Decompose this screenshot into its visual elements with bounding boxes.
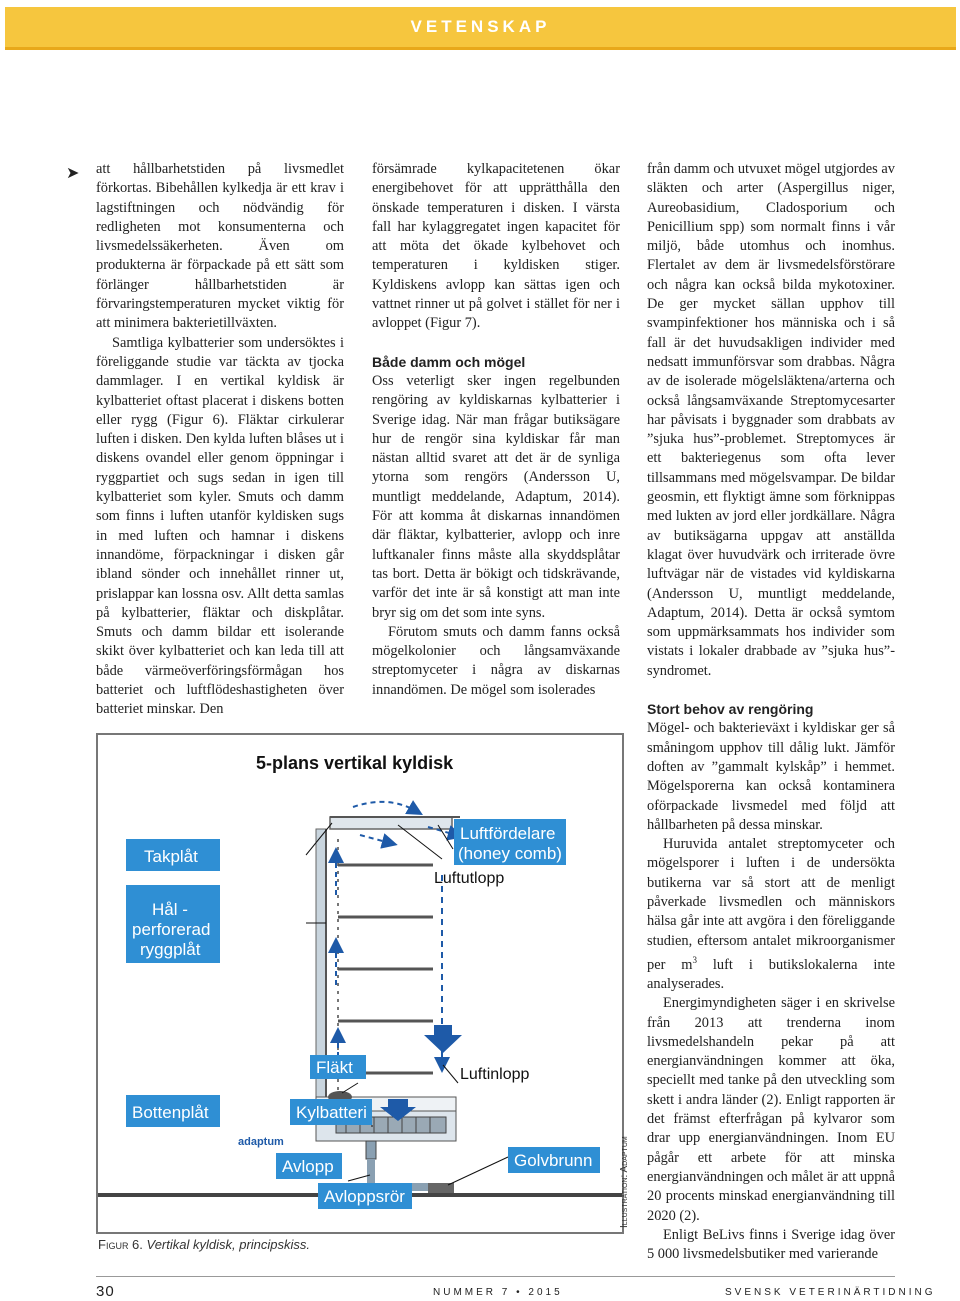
paragraph: försämrade kylkapacitetenen ökar energibehovet för att upprätthålla den önskade temperaturen i disken. I värsta fall har kylaggregatet ingen kapacitet för att möta det ökade kylbehovet och temperaturen i kyldisken stiger. Kyldiskens avlopp kan sättas igen och vattnet rinner ut på golvet i stället för ner i avloppet (Figur 7).	[372, 161, 620, 332]
paragraph: Mögel- och bakterieväxt i kyldiskar ger så småningom upphov till dålig lukt. Jämför doften av ”gammalt kylskåp” i hemmet. Mögelsporerna kan också kontaminera oförpackade livsmedel med följd att hållbarheten på dessa minskar.	[647, 720, 895, 833]
text-column-2	[372, 160, 620, 700]
figure-caption	[98, 1237, 310, 1252]
paragraph: Samtliga kylbatterier som undersöktes i föreliggande studie var täckta av tjocka dammlager. I en vertikal kyldisk är kylbatteriet oftast placerat i diskens botten eller rygg (Figur 6). Fläktar cirkulerar luften i disken. Den kylda luften blåses ut i diskens ovandel eller genom öppningar i ryggpartiet och sugs sedan in igen till kylbatteriet som kyler. Smuts och damm som finns i luften utanför kyldisken sugs in med luften och hamnar i diskens innandöme, förpackningar i disken går ibland sönder och innehållet rinner ut, prislappar kan lossna osv. Allt detta samlas på kylbatterier, fläktar och diskplåtar. Smuts och damm bildar ett isolerande skikt över kylbatteriet och kan leda till att både värmeöverföringsförmågan hos batteriet och luftflödeshastigheten över batteriet minskar. Den	[96, 334, 344, 718]
journal-name: SVENSK VETERINÄRTIDNING	[725, 1287, 936, 1298]
label-hal	[126, 885, 220, 963]
paragraph-part: Huruvida antalet streptomyceter och mögelsporer i luften i de undersökta butikerna var så stort att de menligt påverkade livsmedlen och människors hälsa går inte att avgöra i den föreliggande studien, eftersom antalet mikroorganismer per m	[647, 836, 895, 973]
fridge-diagram	[98, 735, 622, 1232]
label-takplat	[126, 839, 220, 871]
paragraph-part: luft i butikslokalerna inte analyserades.	[647, 956, 895, 992]
caption-label: Figur 6.	[98, 1237, 143, 1252]
label-text: Fläkt	[316, 1058, 353, 1077]
label-avloppsror	[318, 1183, 412, 1209]
label-text: Bottenplåt	[132, 1103, 209, 1122]
continuation-arrow-icon: ➤	[66, 163, 80, 182]
label-luftutlopp: Luftutlopp	[434, 870, 505, 887]
label-text: Avlopp	[282, 1157, 334, 1176]
section-title: VETENSKAP	[410, 17, 551, 36]
text-column-1	[96, 160, 344, 720]
label-text: perforerad	[132, 920, 211, 939]
label-golvbrunn	[508, 1147, 600, 1173]
paragraph: att hållbarhetstiden på livsmedlet förkortas. Bibehållen kylkedja är ett krav i lagstiftningen och nödvändig för redligheten mot konsumenterna och livsmedelssäkerheten. Även om produkterna är förpackade på ett sätt som förlänger hållbarhetstiden är förvaringstemperaturen mycket viktig för att minimera bakterietillväxten.	[96, 161, 344, 332]
figure-6	[96, 733, 624, 1234]
paragraph: Förutom smuts och damm fanns också mögelkolonier och långsamväxande streptomyceter i några av diskarnas innandömen. De mögel som isolerades	[372, 623, 620, 698]
caption-text: Vertikal kyldisk, principskiss.	[142, 1237, 311, 1252]
section-heading: Både damm och mögel	[372, 353, 526, 370]
paragraph: Enligt BeLivs finns i Sverige idag över 5 000 livsmedelsbutiker med varierande	[647, 1226, 895, 1263]
inlet-arrow-icon	[424, 1025, 462, 1053]
label-text: Hål -	[152, 900, 188, 919]
label-luftfordelare	[454, 819, 566, 865]
issue-info: NUMMER 7 • 2015	[433, 1287, 563, 1298]
text-column-3	[647, 160, 895, 1264]
label-kylbatteri	[290, 1099, 372, 1125]
paragraph	[647, 835, 895, 994]
label-text: (honey comb)	[458, 844, 562, 863]
adaptum-logo: adaptum	[238, 1136, 284, 1148]
superscript: 3	[692, 954, 697, 965]
label-luftinlopp: Luftinlopp	[460, 1066, 530, 1083]
label-avlopp	[276, 1153, 342, 1179]
paragraph: från damm och utvuxet mögel utgjordes av släkten och arter (Aspergillus niger, Aureobasidium, Cladosporium och Penicillium spp) som normalt finns i vår miljö, både utomhus och inomhus. Flertalet av dem är livsmedelsförstörare och några kan också bilda mykotoxiner. De ger mycket sällan upphov till svampinfektioner hos människa och i så fall är det huvudsakligen individer med nedsatt immunförsvar som drabbas. Några av de isolerade mögelsläktena/arterna och också långsamväxande Streptomycesarter har påvisats i byggnader som drabbats av ”sjuka hus”-problemet. Streptomyces är ett bakteriegenus som ofta lever tillsammans med mögelsvampar. De bildar geosmin, ett flyktigt ämne som förknippas med lukten av jord eller jordkällare. Några av butiksägarna uppgav att anställda klagat över huvudvärk och irriterade övre luftvägar när de vistades vid kyldiskarna (Andersson U, muntligt meddelande, Adaptum, 2014). Detta är också symtom som uppmärksammats hos individer som vistats i lokaler drabbade av ”sjuka hus”-syndromet.	[647, 161, 895, 679]
label-text: ryggplåt	[140, 940, 201, 959]
illustration-credit: Illustration: Adaptum	[619, 1136, 630, 1228]
label-flakt	[310, 1055, 366, 1079]
section-banner	[5, 7, 956, 50]
paragraph: Oss veterligt sker ingen regelbunden rengöring av kyldiskarnas kylbatterier i Sverige idag. När man frågar butiksägare hur de rengör sina kyldiskar får man nästan alltid svaret att det är de synliga ytorna som rengörs (Andersson U, muntligt meddelande, Adaptum, 2014). För att komma åt diskarnas innandömen där fläktar, kylbatterier, avlopp och inre luftkanaler finns måste alla skyddsplåtar tas bort. Detta är bökigt och tidskrävande, varför det inte är så konstigt att man inte bryr sig om det som inte syns.	[372, 372, 620, 621]
paragraph: Energimyndigheten säger i en skrivelse från 2013 att trenderna inom livsmedelshandeln pekar på att energianvändningen kommer att öka, speciellt med tanke på den utveckling som skett i andra länder (2). Enligt rapporten är det främst efterfrågan på kylvaror som drar upp energianvändningen. Inom EU pågår ett arbete för att minska energianvändningen och målet är att uppnå 20 procents minskad energianvändning till 2020 (2).	[647, 995, 895, 1224]
label-text: Luftfördelare	[460, 824, 556, 843]
section-heading: Stort behov av rengöring	[647, 701, 814, 718]
cabinet-structure	[98, 817, 622, 1197]
label-text: Avloppsrör	[324, 1187, 405, 1206]
label-text: Kylbatteri	[296, 1103, 367, 1122]
label-text: Golvbrunn	[514, 1151, 593, 1170]
label-text: Takplåt	[144, 847, 198, 866]
page-number: 30	[96, 1283, 115, 1300]
label-bottenplat	[126, 1095, 220, 1127]
figure-title: 5-plans vertikal kyldisk	[256, 753, 454, 773]
footer-rule	[96, 1276, 895, 1277]
